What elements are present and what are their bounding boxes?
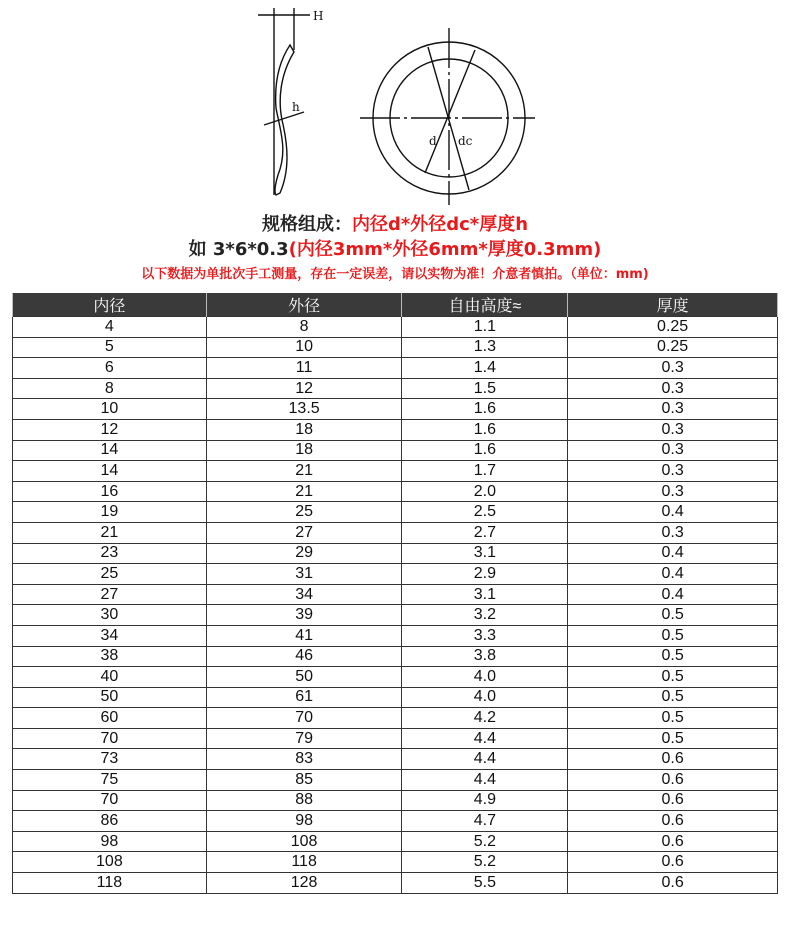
- table-cell: 31: [206, 564, 402, 585]
- table-cell: 12: [206, 378, 402, 399]
- table-cell: 85: [206, 770, 402, 791]
- table-cell: 38: [13, 646, 207, 667]
- side-view: [258, 8, 323, 195]
- table-cell: 21: [206, 461, 402, 482]
- table-row: [13, 770, 778, 791]
- table-cell: 0.4: [568, 564, 778, 585]
- table-cell: 30: [13, 605, 207, 626]
- table-cell: 0.5: [568, 728, 778, 749]
- table-cell: 34: [13, 625, 207, 646]
- table-cell: 23: [13, 543, 207, 564]
- table-cell: 0.3: [568, 358, 778, 379]
- table-cell: 0.25: [568, 317, 778, 338]
- top-view: [360, 28, 535, 205]
- table-cell: 1.6: [402, 440, 568, 461]
- table-cell: 10: [206, 337, 402, 358]
- table-cell: 0.5: [568, 605, 778, 626]
- table-cell: 25: [13, 564, 207, 585]
- table-cell: 1.3: [402, 337, 568, 358]
- table-cell: 4.4: [402, 728, 568, 749]
- table-cell: 40: [13, 667, 207, 688]
- table-cell: 0.6: [568, 831, 778, 852]
- table-cell: 70: [206, 708, 402, 729]
- table-cell: 5.5: [402, 873, 568, 894]
- table-cell: 14: [13, 461, 207, 482]
- table-row: [13, 522, 778, 543]
- table-cell: 25: [206, 502, 402, 523]
- table-row: [13, 790, 778, 811]
- table-cell: 18: [206, 419, 402, 440]
- table-cell: 11: [206, 358, 402, 379]
- table-cell: 0.3: [568, 522, 778, 543]
- table-cell: 0.3: [568, 481, 778, 502]
- table-cell: 3.2: [402, 605, 568, 626]
- table-cell: 8: [13, 378, 207, 399]
- table-cell: 3.8: [402, 646, 568, 667]
- table-row: [13, 461, 778, 482]
- table-cell: 0.6: [568, 852, 778, 873]
- measurement-note: 以下数据为单批次手工测量，存在一定误差，请以实物为准！介意者慎拍。（单位：mm): [141, 267, 649, 282]
- table-row: [13, 708, 778, 729]
- table-cell: 13.5: [206, 399, 402, 420]
- spec-table: [12, 293, 778, 894]
- table-cell: 0.6: [568, 811, 778, 832]
- table-cell: 0.5: [568, 708, 778, 729]
- table-cell: 0.4: [568, 543, 778, 564]
- column-header: 自由高度≈: [402, 293, 568, 317]
- table-row: [13, 749, 778, 770]
- table-row: [13, 728, 778, 749]
- table-cell: 2.5: [402, 502, 568, 523]
- table-cell: 75: [13, 770, 207, 791]
- table-cell: 0.4: [568, 584, 778, 605]
- label-h: h: [292, 100, 300, 114]
- table-cell: 39: [206, 605, 402, 626]
- table-cell: 16: [13, 481, 207, 502]
- table-cell: 73: [13, 749, 207, 770]
- table-cell: 0.5: [568, 667, 778, 688]
- table-row: [13, 378, 778, 399]
- table-cell: 1.4: [402, 358, 568, 379]
- wave-washer-diagram: [240, 0, 540, 205]
- table-cell: 118: [13, 873, 207, 894]
- table-cell: 61: [206, 687, 402, 708]
- table-cell: 4.0: [402, 667, 568, 688]
- table-row: [13, 605, 778, 626]
- table-row: [13, 399, 778, 420]
- table-row: [13, 440, 778, 461]
- table-cell: 1.6: [402, 399, 568, 420]
- table-cell: 5.2: [402, 852, 568, 873]
- table-cell: 0.25: [568, 337, 778, 358]
- table-row: [13, 646, 778, 667]
- table-cell: 0.3: [568, 440, 778, 461]
- table-cell: 128: [206, 873, 402, 894]
- label-H: H: [313, 9, 324, 23]
- table-cell: 4.2: [402, 708, 568, 729]
- table-cell: 108: [13, 852, 207, 873]
- table-cell: 29: [206, 543, 402, 564]
- table-cell: 4.4: [402, 770, 568, 791]
- table-row: [13, 625, 778, 646]
- table-row: [13, 564, 778, 585]
- table-row: [13, 543, 778, 564]
- table-cell: 27: [206, 522, 402, 543]
- table-cell: 0.3: [568, 399, 778, 420]
- table-cell: 2.7: [402, 522, 568, 543]
- table-row: [13, 852, 778, 873]
- label-d: d: [429, 134, 437, 148]
- table-cell: 98: [206, 811, 402, 832]
- table-cell: 0.3: [568, 419, 778, 440]
- table-cell: 4.4: [402, 749, 568, 770]
- table-cell: 21: [206, 481, 402, 502]
- table-cell: 3.1: [402, 543, 568, 564]
- table-cell: 4.0: [402, 687, 568, 708]
- table-cell: 98: [13, 831, 207, 852]
- table-header: [13, 293, 778, 317]
- table-row: [13, 584, 778, 605]
- table-cell: 2.0: [402, 481, 568, 502]
- table-row: [13, 502, 778, 523]
- table-cell: 108: [206, 831, 402, 852]
- table-cell: 60: [13, 708, 207, 729]
- table-cell: 86: [13, 811, 207, 832]
- table-row: [13, 337, 778, 358]
- table-row: [13, 873, 778, 894]
- table-row: [13, 358, 778, 379]
- table-cell: 34: [206, 584, 402, 605]
- table-cell: 0.6: [568, 749, 778, 770]
- table-cell: 12: [13, 419, 207, 440]
- table-cell: 2.9: [402, 564, 568, 585]
- table-row: [13, 811, 778, 832]
- table-cell: 27: [13, 584, 207, 605]
- table-row: [13, 687, 778, 708]
- table-cell: 8: [206, 317, 402, 338]
- table-cell: 0.6: [568, 873, 778, 894]
- column-header: 厚度: [568, 293, 778, 317]
- table-cell: 3.3: [402, 625, 568, 646]
- table-cell: 0.5: [568, 625, 778, 646]
- table-cell: 21: [13, 522, 207, 543]
- table-cell: 1.1: [402, 317, 568, 338]
- table-cell: 50: [13, 687, 207, 708]
- table-cell: 1.5: [402, 378, 568, 399]
- column-header: 内径: [13, 293, 207, 317]
- table-cell: 5.2: [402, 831, 568, 852]
- table-cell: 3.1: [402, 584, 568, 605]
- table-cell: 4: [13, 317, 207, 338]
- table-cell: 46: [206, 646, 402, 667]
- table-cell: 5: [13, 337, 207, 358]
- table-cell: 0.4: [568, 502, 778, 523]
- table-cell: 18: [206, 440, 402, 461]
- column-header: 外径: [206, 293, 402, 317]
- table-cell: 0.3: [568, 378, 778, 399]
- table-row: [13, 481, 778, 502]
- table-cell: 4.9: [402, 790, 568, 811]
- table-cell: 14: [13, 440, 207, 461]
- table-row: [13, 831, 778, 852]
- table-cell: 118: [206, 852, 402, 873]
- table-cell: 41: [206, 625, 402, 646]
- spec-example: 如 3*6*0.3(内径3mm*外径6mm*厚度0.3mm): [188, 239, 602, 260]
- table-cell: 1.6: [402, 419, 568, 440]
- table-cell: 1.7: [402, 461, 568, 482]
- table-cell: 0.3: [568, 461, 778, 482]
- label-dc: dc: [458, 134, 473, 148]
- table-cell: 0.6: [568, 790, 778, 811]
- table-cell: 19: [13, 502, 207, 523]
- table-cell: 0.6: [568, 770, 778, 791]
- table-cell: 0.5: [568, 646, 778, 667]
- table-cell: 4.7: [402, 811, 568, 832]
- table-cell: 83: [206, 749, 402, 770]
- table-cell: 50: [206, 667, 402, 688]
- table-cell: 79: [206, 728, 402, 749]
- table-row: [13, 419, 778, 440]
- table-row: [13, 317, 778, 338]
- spec-format-title: 规格组成：内径d*外径dc*厚度h: [261, 214, 529, 235]
- table-cell: 6: [13, 358, 207, 379]
- table-cell: 10: [13, 399, 207, 420]
- table-row: [13, 667, 778, 688]
- table-cell: 70: [13, 790, 207, 811]
- table-cell: 0.5: [568, 687, 778, 708]
- table-cell: 88: [206, 790, 402, 811]
- table-cell: 70: [13, 728, 207, 749]
